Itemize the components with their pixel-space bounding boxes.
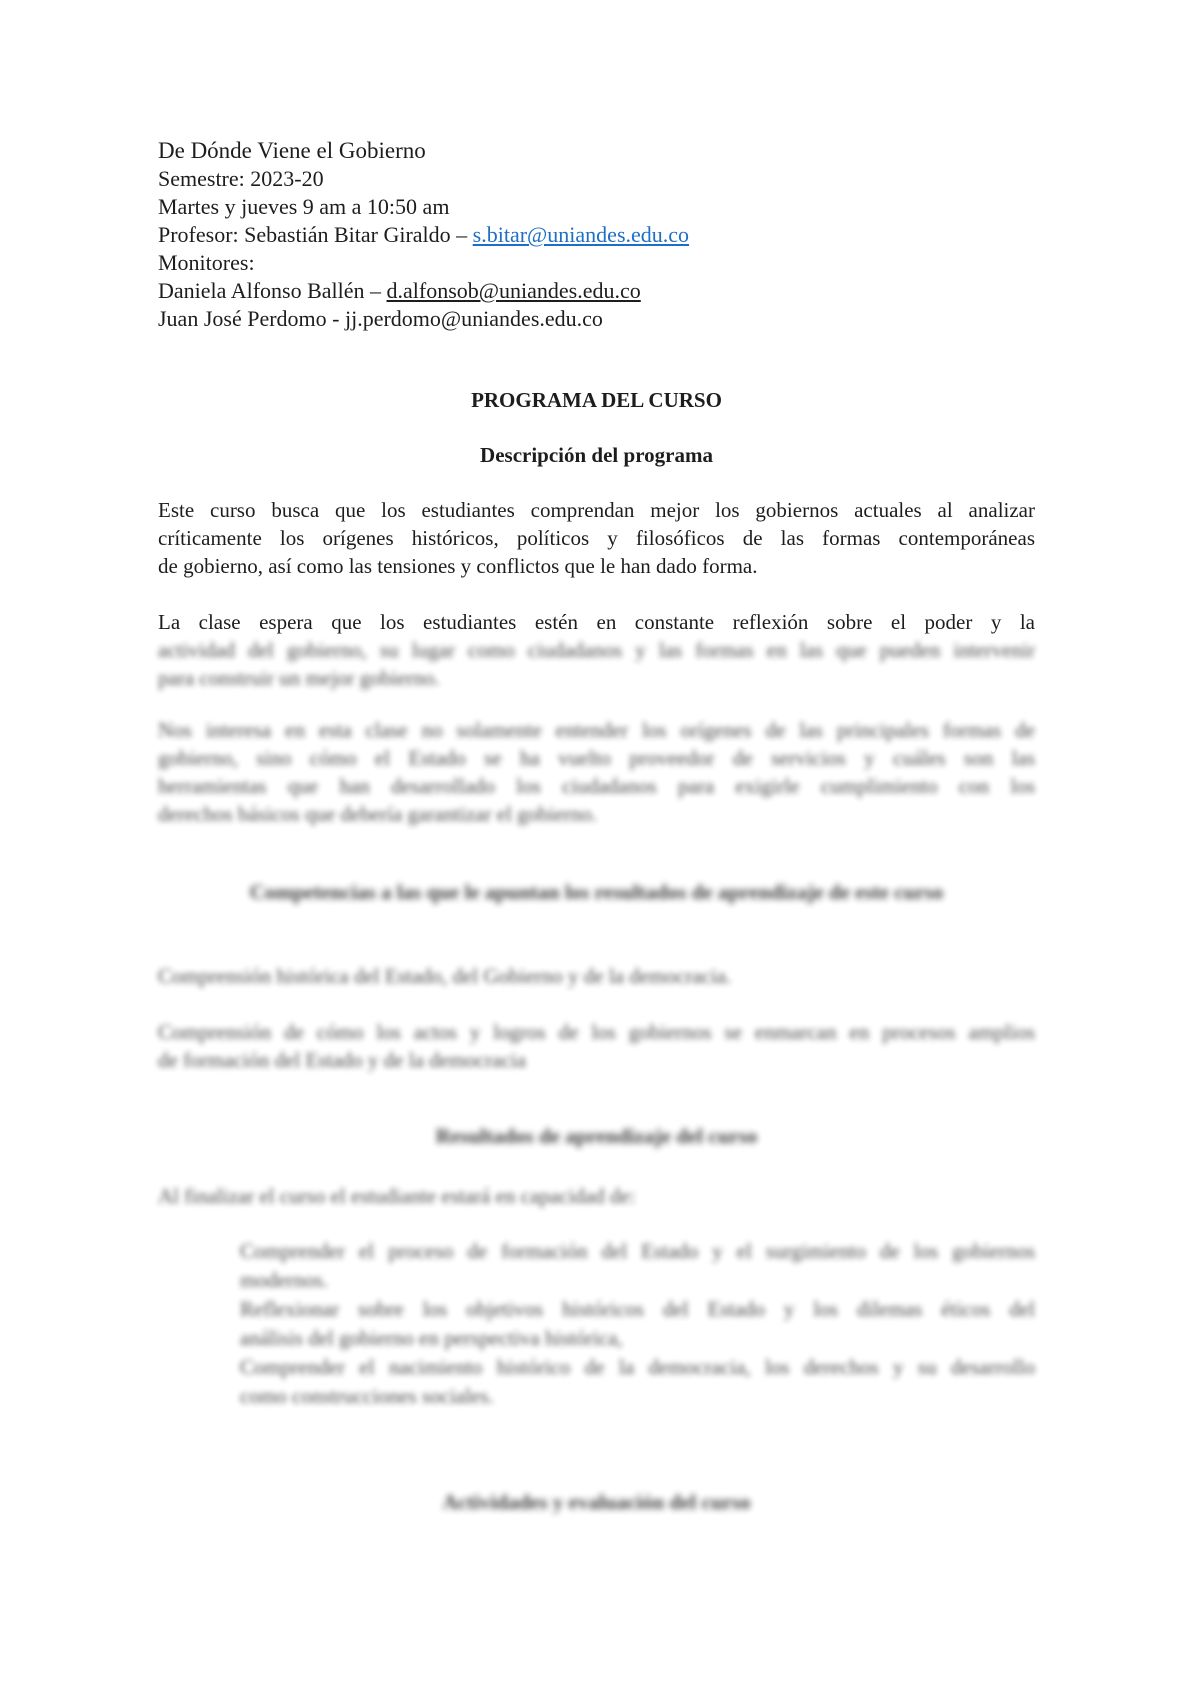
paragraph-line: de gobierno, así como las tensiones y conflictos que le han dado forma. — [158, 554, 758, 578]
blurred-paragraph-line: herramientas que han desarrollado los ciudadanos para exigirle cumplimiento con los — [158, 774, 1035, 798]
bullet-line: Comprender el proceso de formación del Estado y el surgimiento de los gobiernos — [240, 1239, 1035, 1263]
outcomes-bullet-list — [240, 1237, 1035, 1411]
course-title: De Dónde Viene el Gobierno — [158, 138, 426, 163]
monitors-label: Monitores: — [158, 250, 255, 275]
competency-item — [158, 1018, 1035, 1074]
blurred-paragraph-line: gobierno, sino cómo el Estado se ha vuelto proveedor de servicios y cuáles son las — [158, 746, 1035, 770]
course-info-block — [158, 137, 1035, 333]
bullet-line: Comprender el nacimiento histórico de la democracia, los derechos y su desarrollo — [240, 1355, 1035, 1379]
blurred-paragraph-line: Comprensión de cómo los actos y logros de los gobiernos se enmarcan en procesos amplios — [158, 1020, 1035, 1044]
heading-competencias: Competencias a las que le apuntan los resultados de aprendizaje de este curso — [249, 880, 944, 904]
interest-paragraph — [158, 716, 1035, 828]
reflection-paragraph — [158, 608, 1035, 692]
paragraph-line: críticamente los orígenes históricos, políticos y filosóficos de las formas contemporáneas — [158, 526, 1035, 550]
description-paragraph — [158, 496, 1035, 580]
blurred-paragraph-line: de formación del Estado y de la democracia — [158, 1048, 526, 1072]
bullet-line: como construcciones sociales. — [240, 1384, 494, 1408]
blurred-paragraph-line: actividad del gobierno, su lugar como ciudadanos y las formas en las que pueden intervenir — [158, 638, 1035, 662]
heading-programa-del-curso: PROGRAMA DEL CURSO — [471, 388, 722, 412]
paragraph-line: La clase espera que los estudiantes estén en constante reflexión sobre el poder y la — [158, 610, 1035, 634]
paragraph-line: Este curso busca que los estudiantes comprendan mejor los gobiernos actuales al analizar — [158, 498, 1035, 522]
competency-item: Comprensión histórica del Estado, del Gobierno y de la democracia. — [158, 964, 732, 988]
professor-label: Profesor: Sebastián Bitar Giraldo – — [158, 222, 473, 247]
professor-email-link[interactable]: s.bitar@uniandes.edu.co — [472, 222, 690, 247]
heading-resultados: Resultados de aprendizaje del curso — [435, 1124, 758, 1148]
schedule-line: Martes y jueves 9 am a 10:50 am — [158, 194, 450, 219]
monitor1-line — [158, 277, 1035, 305]
professor-line — [158, 221, 1035, 249]
heading-descripcion: Descripción del programa — [480, 443, 713, 467]
bullet-line: análisis del gobierno en perspectiva histórica, — [240, 1326, 623, 1350]
blurred-paragraph-line: derechos básicos que debería garantizar el gobierno. — [158, 802, 598, 826]
monitor1-email-link[interactable]: d.alfonsob@uniandes.edu.co — [386, 278, 641, 303]
outcomes-intro: Al finalizar el curso el estudiante estará en capacidad de: — [158, 1184, 636, 1208]
monitor2-email: jj.perdomo@uniandes.edu.co — [344, 306, 603, 331]
monitor2-label: Juan José Perdomo - — [158, 306, 345, 331]
blurred-paragraph-line: para construir un mejor gobierno. — [158, 666, 440, 690]
bullet-line: Reflexionar sobre los objetivos históricos del Estado y los dilemas éticos del — [240, 1297, 1035, 1321]
blurred-paragraph-line: Nos interesa en esta clase no solamente entender los orígenes de las principales formas de — [158, 718, 1035, 742]
monitor1-label: Daniela Alfonso Ballén – — [158, 278, 387, 303]
semester-line: Semestre: 2023-20 — [158, 166, 324, 191]
bullet-line: modernos. — [240, 1268, 329, 1292]
heading-actividades: Actividades y evaluación del curso — [442, 1490, 751, 1514]
monitor2-line — [158, 305, 1035, 333]
